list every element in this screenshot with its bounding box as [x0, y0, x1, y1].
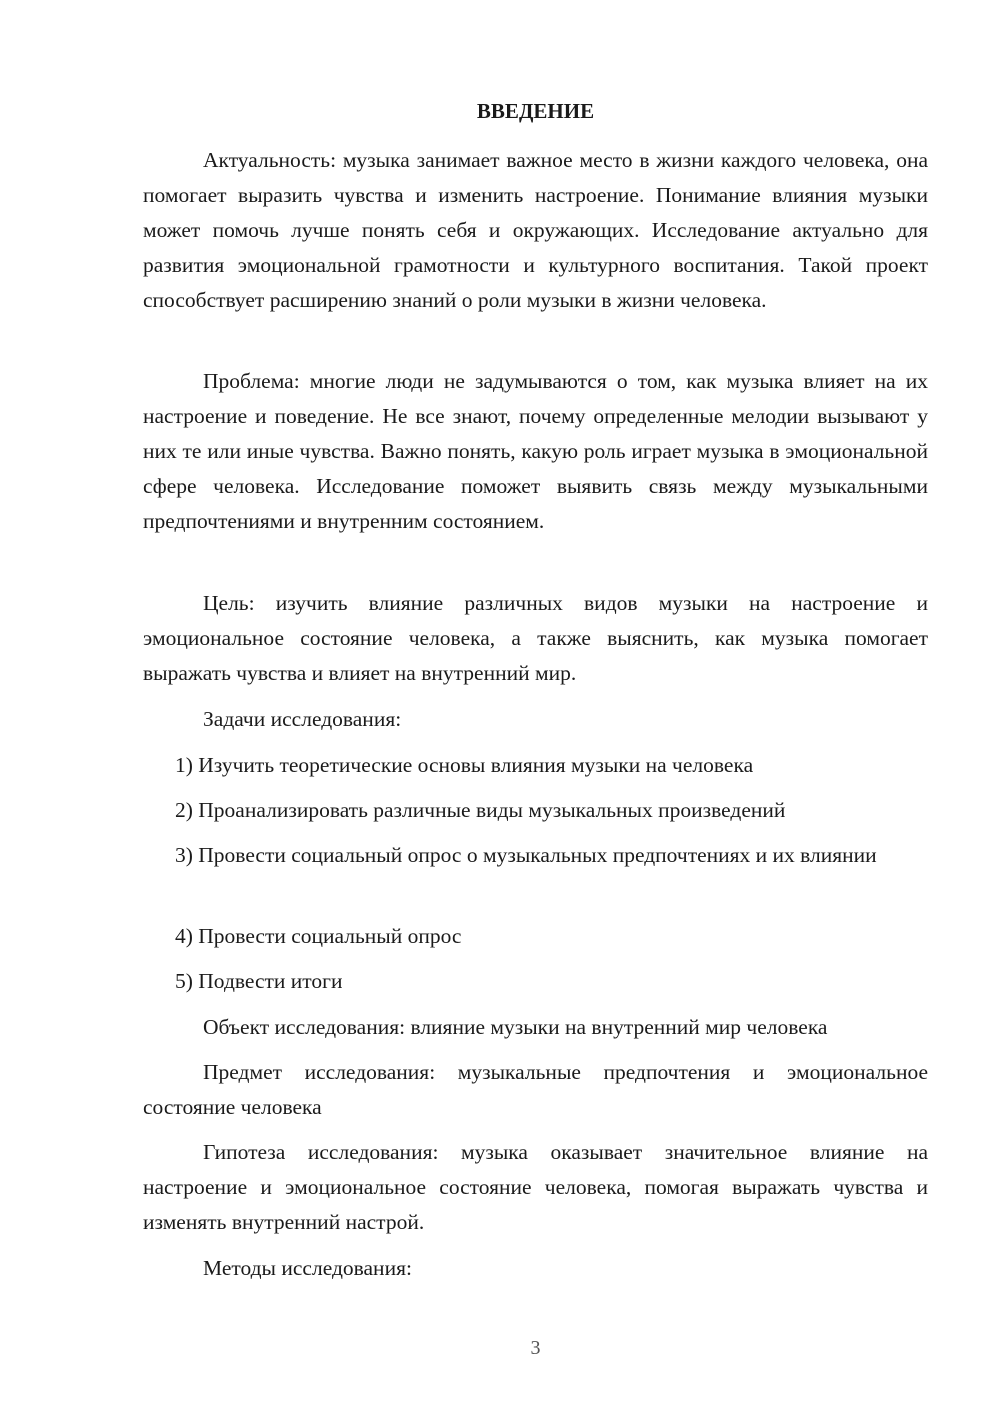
task-item-5: 5) Подвести итоги: [175, 969, 343, 993]
tasks-heading: Задачи исследования:: [203, 707, 402, 731]
goal-paragraph: Цель: изучить влияние различных видов музыки на настроение и эмоциональное состояние человека, а также выяснить, как музыка помогает выражать чувства и влияет на внутренний мир.: [143, 591, 928, 685]
task-item-2: 2) Проанализировать различные виды музыкальных произведений: [175, 798, 786, 822]
hypothesis-paragraph: Гипотеза исследования: музыка оказывает значительное влияние на настроение и эмоциональное состояние человека, помогая выражать чувства и изменять внутренний настрой.: [143, 1140, 928, 1234]
section-title: ВВЕДЕНИЕ: [476, 99, 595, 123]
task-item-1: 1) Изучить теоретические основы влияния музыки на человека: [175, 753, 754, 777]
relevance-paragraph: Актуальность: музыка занимает важное место в жизни каждого человека, она помогает выразить чувства и изменить настроение. Понимание влияния музыки может помочь лучше понять себя и окружающих. Исследование актуально для развития эмоциональной грамотности и культурного воспитания. Такой проект способствует расширению знаний о роли музыки в жизни человека.: [143, 148, 928, 312]
page-number: 3: [530, 1337, 541, 1359]
subject-paragraph: Предмет исследования: музыкальные предпочтения и эмоциональное состояние человека: [143, 1060, 928, 1119]
object-paragraph: Объект исследования: влияние музыки на внутренний мир человека: [203, 1015, 828, 1039]
methods-heading: Методы исследования:: [203, 1256, 412, 1280]
task-item-3: 3) Провести социальный опрос о музыкальных предпочтениях и их влиянии: [175, 843, 877, 867]
document-page: [143, 0, 928, 1414]
problem-paragraph: Проблема: многие люди не задумываются о том, как музыка влияет на их настроение и поведение. Не все знают, почему определенные мелодии вызывают у них те или иные чувства. Важно понять, какую роль играет музыка в эмоциональной сфере человека. Исследование поможет выявить связь между музыкальными предпочтениями и внутренним состоянием.: [143, 369, 928, 533]
task-item-4: 4) Провести социальный опрос: [175, 924, 462, 948]
